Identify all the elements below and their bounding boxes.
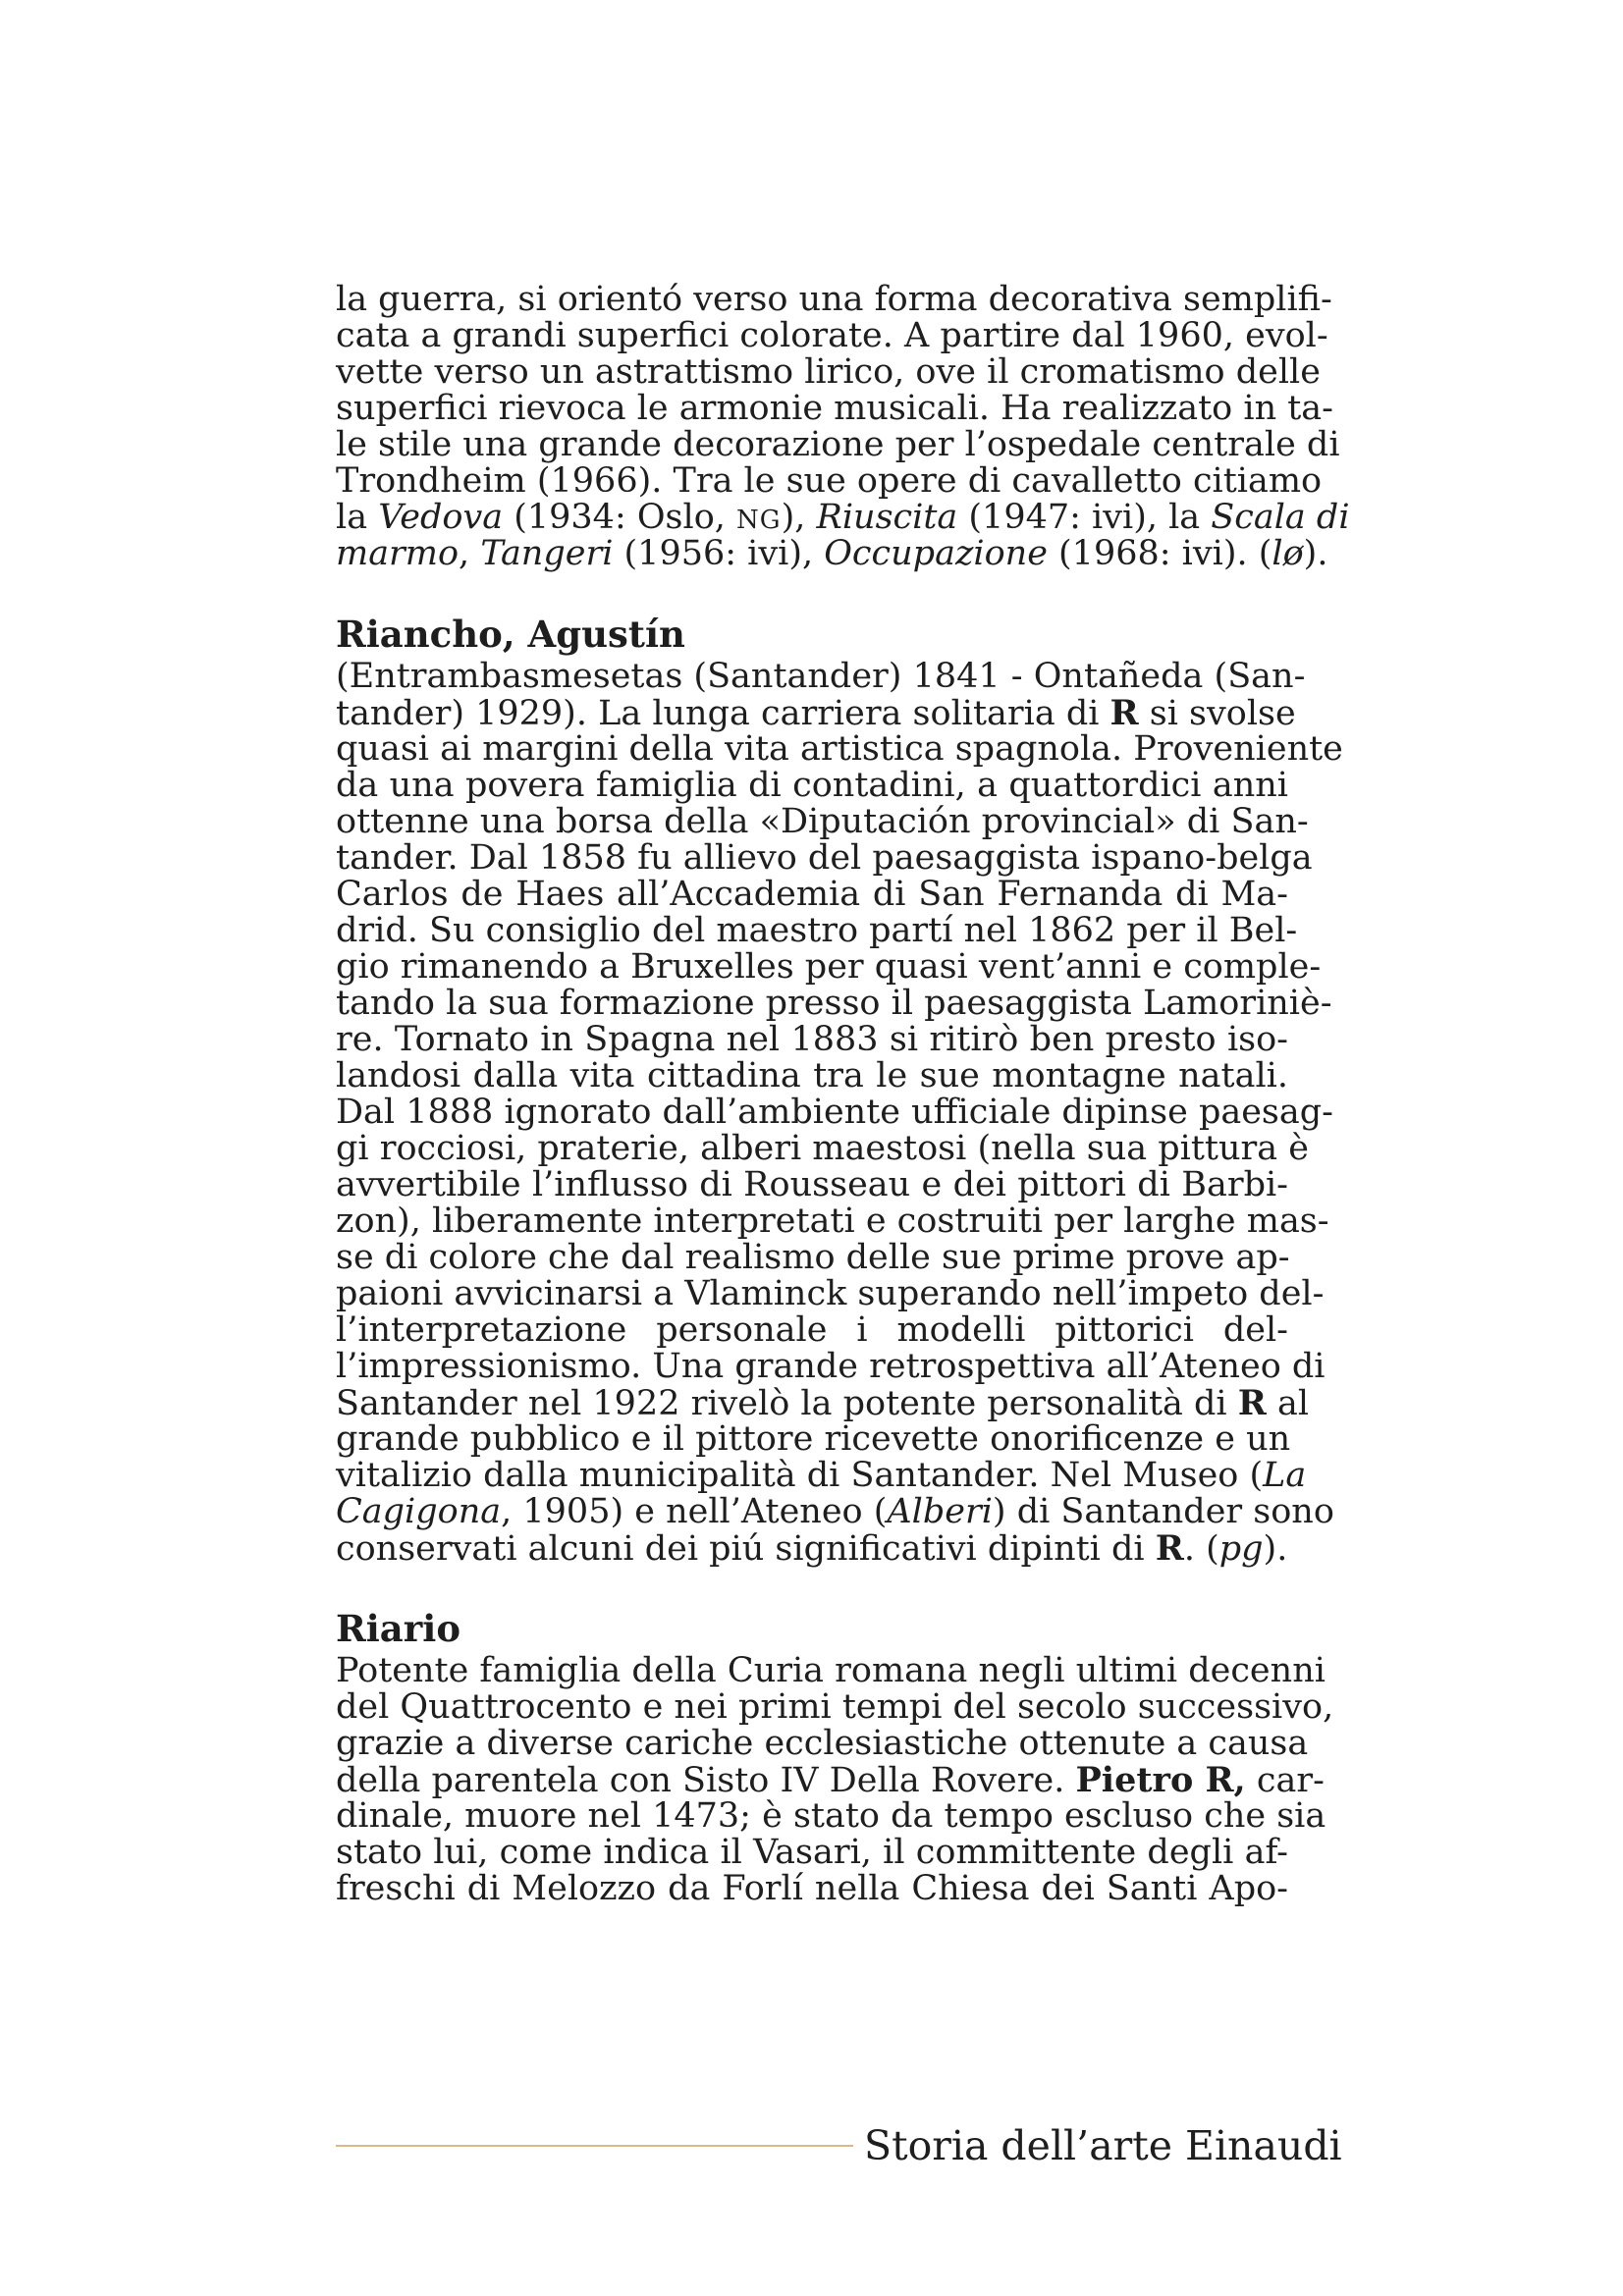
text-line: grande pubblico e il pittore ricevette onorificenze e un — [336, 1419, 1291, 1459]
text-line: dinale, muore nel 1473; è stato da tempo escluso che sia — [336, 1796, 1326, 1836]
author-initials: pg — [1218, 1529, 1264, 1569]
text-line: cata a grandi superfici colorate. A partire dal 1960, evol- — [336, 316, 1328, 355]
text-run: al — [1266, 1384, 1310, 1423]
text-run: . ( — [1183, 1529, 1219, 1569]
text-line — [336, 1760, 1325, 1800]
text-line: avvertibile l’influsso di Rousseau e dei pittori di Barbi- — [336, 1165, 1288, 1204]
text-run: tander) 1929). La lunga carriera solitaria di — [336, 694, 1110, 733]
text-line — [336, 1492, 1334, 1531]
text-line: quasi ai margini della vita artistica spagnola. Proveniente — [336, 729, 1343, 769]
person-name: Pietro R, — [1075, 1760, 1246, 1800]
text-line — [336, 534, 1328, 573]
text-line: Trondheim (1966). Tra le sue opere di cavalletto citiamo — [336, 461, 1323, 501]
text-run: ). — [1303, 534, 1328, 573]
text-run: ) di Santander sono — [992, 1492, 1334, 1531]
text-run: (1934: Oslo, — [503, 498, 737, 537]
text-line: gio rimanendo a Bruxelles per quasi vent’anni e comple- — [336, 947, 1322, 987]
text-run: (1956: ivi), — [613, 534, 825, 573]
entry-title: Riario — [336, 1607, 461, 1650]
footer-rule — [336, 2145, 853, 2147]
entry-continued — [336, 280, 1350, 573]
text-line: drid. Su consiglio del maestro partí nel 1862 per il Bel- — [336, 911, 1298, 950]
artwork-title: Occupazione — [824, 534, 1048, 573]
text-run: vitalizio dalla municipalità di Santander. Nel Museo ( — [336, 1456, 1264, 1495]
artwork-title: Vedova — [378, 498, 504, 537]
footer-title: Storia dell’arte Einaudi — [864, 2122, 1342, 2169]
text-line: gi rocciosi, praterie, alberi maestosi (nella sua pittura è — [336, 1129, 1309, 1168]
text-line: se di colore che dal realismo delle sue prime prove ap- — [336, 1238, 1290, 1277]
text-line: tander. Dal 1858 fu allievo del paesaggista ispano-belga — [336, 838, 1313, 878]
text-line — [336, 693, 1296, 733]
text-line: le stile una grande decorazione per l’ospedale centrale di — [336, 425, 1340, 464]
text-line: la guerra, si orientó verso una forma decorativa semplifi- — [336, 280, 1332, 319]
text-run: ). — [1263, 1529, 1288, 1569]
artwork-title: Alberi — [887, 1492, 993, 1531]
text-line: vette verso un astrattismo lirico, ove il cromatismo delle — [336, 352, 1321, 392]
artwork-title: Tangeri — [480, 534, 614, 573]
text-run: conservati alcuni dei piú significativi dipinti di — [336, 1529, 1156, 1569]
text-line — [336, 1530, 1288, 1567]
subject-abbreviation: R — [1237, 1383, 1267, 1423]
subject-abbreviation: R — [1109, 693, 1139, 733]
text-line — [336, 498, 1350, 537]
text-run: (1947: ivi), la — [957, 498, 1212, 537]
text-run: Santander nel 1922 rivelò la potente personalità di — [336, 1384, 1238, 1423]
text-run: si svolse — [1138, 694, 1296, 733]
text-line: l’interpretazione personale i modelli pittorici del- — [336, 1310, 1288, 1350]
text-line: Potente famiglia della Curia romana negli ultimi decenni — [336, 1651, 1325, 1690]
text-line: ottenne una borsa della «Diputación provincial» di San- — [336, 802, 1309, 841]
text-run: la — [336, 498, 379, 537]
text-run: car- — [1245, 1761, 1325, 1800]
text-line: paioni avvicinarsi a Vlaminck superando nell’impeto del- — [336, 1274, 1325, 1313]
entry-title: Riancho, Agustín — [336, 613, 685, 656]
text-line: superfici rievoca le armonie musicali. Ha realizzato in ta- — [336, 389, 1333, 428]
text-line: landosi dalla vita cittadina tra le sue montagne natali. — [336, 1056, 1288, 1095]
text-run: ), — [781, 498, 817, 537]
artwork-title: Cagigona — [336, 1492, 502, 1531]
text-run: della parentela con Sisto IV Della Rovere. — [336, 1761, 1076, 1800]
text-line: re. Tornato in Spagna nel 1883 si ritirò ben presto iso- — [336, 1020, 1288, 1059]
entry-riancho — [336, 610, 1343, 1569]
text-line: grazie a diverse cariche ecclesiastiche ottenute a causa — [336, 1724, 1309, 1763]
text-line: (Entrambasmesetas (Santander) 1841 - Ontañeda (San- — [336, 657, 1306, 696]
artwork-title: La — [1263, 1456, 1307, 1495]
text-run: (1968: ivi). ( — [1047, 534, 1272, 573]
artwork-title: Riuscita — [816, 498, 958, 537]
text-line: l’impressionismo. Una grande retrospettiva all’Ateneo di — [336, 1347, 1325, 1386]
text-line: Carlos de Haes all’Accademia di San Fernanda di Ma- — [336, 875, 1288, 914]
museum-abbreviation: NG — [736, 506, 782, 535]
text-line: zon), liberamente interpretati e costruiti per larghe mas- — [336, 1201, 1329, 1241]
text-line: tando la sua formazione presso il paesaggista Lamoriniè- — [336, 984, 1332, 1023]
subject-abbreviation: R — [1155, 1528, 1184, 1569]
entry-riario — [336, 1604, 1334, 1908]
artwork-title: marmo — [336, 534, 460, 573]
text-line: Dal 1888 ignorato dall’ambiente ufficiale dipinse paesag- — [336, 1093, 1333, 1132]
author-initials: lø — [1271, 534, 1304, 573]
text-run: , 1905) e nell’Ateneo ( — [501, 1492, 888, 1531]
text-line: freschi di Melozzo da Forlí nella Chiesa dei Santi Apo- — [336, 1869, 1288, 1908]
text-line: stato lui, come indica il Vasari, il committente degli af- — [336, 1833, 1288, 1872]
text-line — [336, 1383, 1310, 1423]
text-run: , — [459, 534, 481, 573]
text-line: da una povera famiglia di contadini, a quattordici anni — [336, 766, 1288, 805]
artwork-title: Scala di — [1211, 498, 1350, 537]
text-line — [336, 1456, 1307, 1495]
text-line: del Quattrocento e nei primi tempi del secolo successivo, — [336, 1687, 1334, 1727]
text-column — [336, 280, 1350, 1908]
